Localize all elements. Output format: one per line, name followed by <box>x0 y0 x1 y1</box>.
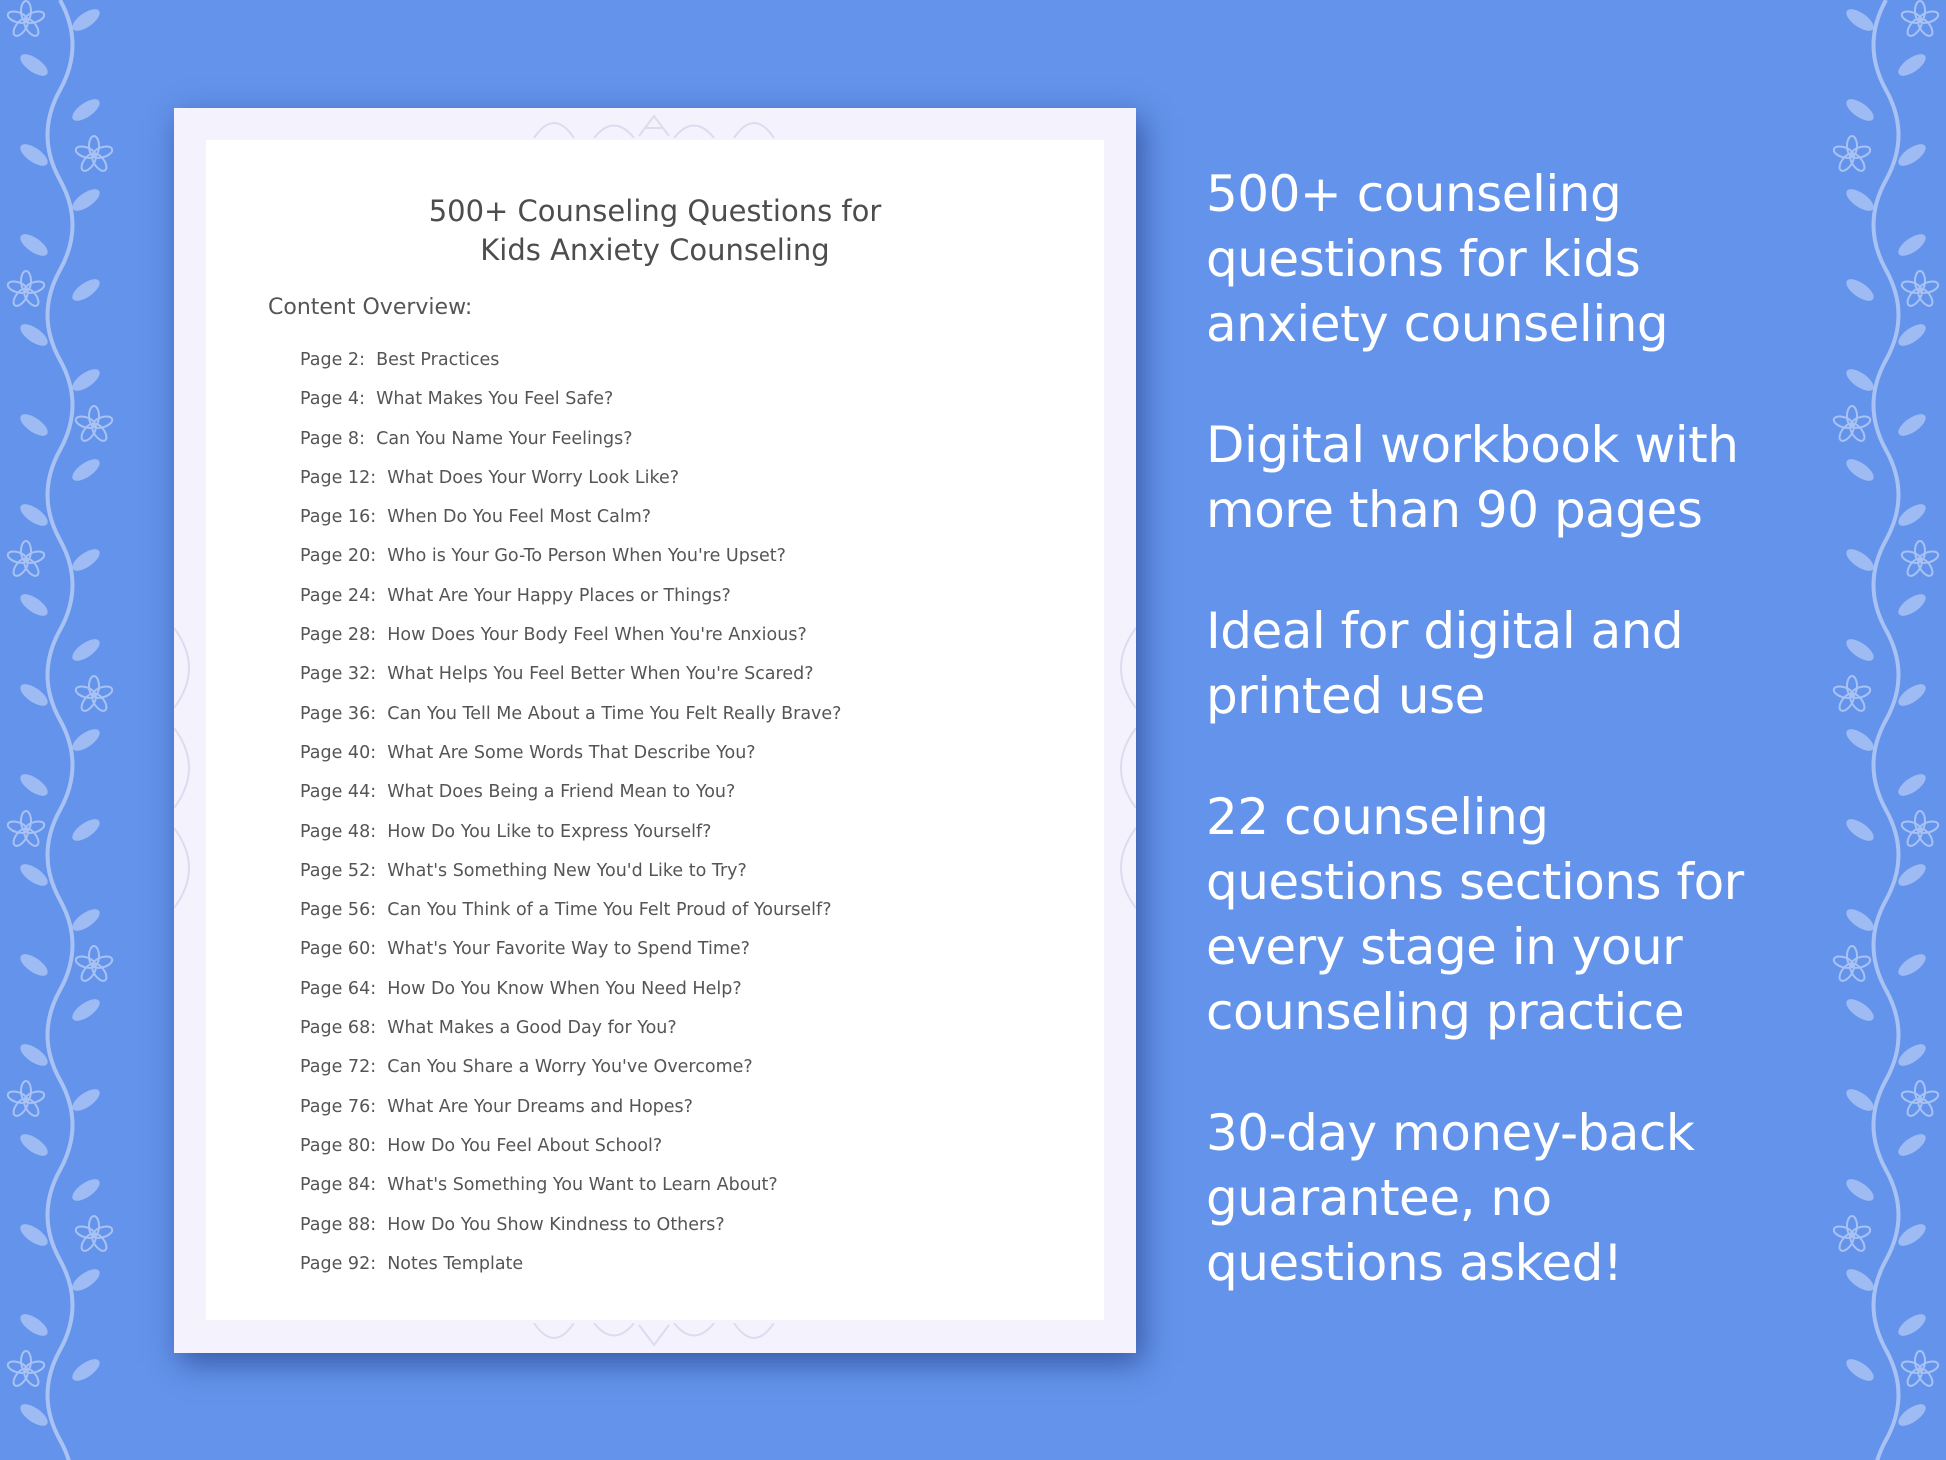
feature-line: counseling practice <box>1206 983 1685 1041</box>
toc-item <box>300 734 841 773</box>
toc-item <box>300 380 841 419</box>
feature-list <box>1206 162 1846 1352</box>
toc-page-number: Page 48: <box>300 821 377 842</box>
toc-title: How Does Your Body Feel When You're Anxious? <box>376 625 807 646</box>
toc-title: Best Practices <box>364 350 500 370</box>
toc-page-number: Page 68: <box>300 1018 377 1039</box>
feature-line: guarantee, no <box>1206 1169 1552 1227</box>
toc-title: What's Something New You'd Like to Try? <box>376 860 747 881</box>
toc-item <box>300 1166 841 1205</box>
toc-item <box>300 970 841 1009</box>
toc-item <box>300 616 841 655</box>
feature-line: printed use <box>1206 667 1485 725</box>
toc-item <box>300 1009 841 1048</box>
toc-title: What Makes a Good Day for You? <box>376 1018 677 1039</box>
feature-line: questions sections for <box>1206 853 1744 911</box>
feature-line: 30-day money-back <box>1206 1104 1695 1162</box>
toc-page-number: Page 2: <box>300 350 365 370</box>
feature-line: questions asked! <box>1206 1234 1623 1292</box>
toc-item <box>300 459 841 498</box>
feature-item <box>1206 785 1846 1045</box>
toc-page-number: Page 32: <box>300 664 377 685</box>
toc-item <box>300 420 841 459</box>
toc-item <box>300 773 841 812</box>
toc-title: What's Something You Want to Learn About? <box>376 1175 778 1196</box>
toc-page-number: Page 80: <box>300 1135 377 1156</box>
toc-title: What Are Some Words That Describe You? <box>376 742 756 763</box>
toc-title: Can You Share a Worry You've Overcome? <box>376 1057 753 1078</box>
toc-page-number: Page 56: <box>300 900 377 921</box>
toc-item <box>300 852 841 891</box>
mandala-right-icon <box>1106 608 1136 928</box>
floral-vine-left-icon <box>0 0 130 1460</box>
feature-line: every stage in your <box>1206 918 1683 976</box>
toc-title: How Do You Show Kindness to Others? <box>376 1214 725 1235</box>
feature-line: 500+ counseling <box>1206 165 1622 223</box>
toc-page-number: Page 88: <box>300 1214 377 1235</box>
toc-item <box>300 1048 841 1087</box>
toc-page-number: Page 92: <box>300 1253 377 1274</box>
document-title <box>206 192 1104 270</box>
feature-line: Digital workbook with <box>1206 416 1739 474</box>
document-page <box>206 140 1104 1320</box>
toc-page-number: Page 60: <box>300 939 377 960</box>
toc-title: What Are Your Dreams and Hopes? <box>376 1096 693 1117</box>
toc-title: What Does Being a Friend Mean to You? <box>376 782 736 803</box>
feature-line: questions for kids <box>1206 230 1641 288</box>
toc-page-number: Page 40: <box>300 742 377 763</box>
toc-item <box>300 1088 841 1127</box>
toc-item <box>300 498 841 537</box>
toc-item <box>300 1127 841 1166</box>
toc-title: How Do You Like to Express Yourself? <box>376 821 712 842</box>
feature-line: Ideal for digital and <box>1206 602 1684 660</box>
table-of-contents <box>300 341 841 1284</box>
toc-page-number: Page 12: <box>300 467 377 488</box>
toc-item <box>300 655 841 694</box>
mandala-top-icon <box>514 108 794 138</box>
toc-item <box>300 1245 841 1284</box>
toc-title: What's Your Favorite Way to Spend Time? <box>376 939 750 960</box>
feature-item <box>1206 1101 1846 1296</box>
feature-item <box>1206 162 1846 357</box>
feature-line: anxiety counseling <box>1206 295 1669 353</box>
toc-page-number: Page 20: <box>300 546 377 567</box>
toc-page-number: Page 8: <box>300 428 365 449</box>
toc-title: Can You Name Your Feelings? <box>364 428 633 449</box>
toc-title: What Does Your Worry Look Like? <box>376 467 680 488</box>
feature-line: 22 counseling <box>1206 788 1549 846</box>
document-title-line2: Kids Anxiety Counseling <box>480 233 830 267</box>
toc-title: What Helps You Feel Better When You're Scared? <box>376 664 814 685</box>
toc-page-number: Page 4: <box>300 389 365 410</box>
toc-item <box>300 891 841 930</box>
toc-item <box>300 577 841 616</box>
toc-title: Can You Think of a Time You Felt Proud of Yourself? <box>376 900 832 921</box>
feature-item <box>1206 599 1846 729</box>
content-overview-heading: Content Overview: <box>268 295 473 320</box>
feature-line: more than 90 pages <box>1206 481 1703 539</box>
toc-title: What Makes You Feel Safe? <box>364 389 614 410</box>
toc-item <box>300 537 841 576</box>
toc-title: Notes Template <box>376 1253 524 1274</box>
toc-item <box>300 813 841 852</box>
toc-page-number: Page 52: <box>300 860 377 881</box>
toc-page-number: Page 84: <box>300 1175 377 1196</box>
toc-page-number: Page 76: <box>300 1096 377 1117</box>
toc-title: Who is Your Go-To Person When You're Upset? <box>376 546 786 567</box>
toc-page-number: Page 16: <box>300 507 377 528</box>
toc-title: How Do You Feel About School? <box>376 1135 663 1156</box>
toc-item <box>300 930 841 969</box>
feature-item <box>1206 413 1846 543</box>
toc-item <box>300 695 841 734</box>
toc-page-number: Page 36: <box>300 703 377 724</box>
toc-title: How Do You Know When You Need Help? <box>376 978 742 999</box>
toc-page-number: Page 64: <box>300 978 377 999</box>
mandala-left-icon <box>174 608 204 928</box>
toc-title: What Are Your Happy Places or Things? <box>376 585 731 606</box>
mandala-bottom-icon <box>514 1323 794 1353</box>
toc-page-number: Page 24: <box>300 585 377 606</box>
toc-page-number: Page 28: <box>300 625 377 646</box>
toc-page-number: Page 44: <box>300 782 377 803</box>
toc-item <box>300 341 841 380</box>
document-title-line1: 500+ Counseling Questions for <box>428 194 882 228</box>
toc-title: When Do You Feel Most Calm? <box>376 507 652 528</box>
toc-page-number: Page 72: <box>300 1057 377 1078</box>
toc-item <box>300 1206 841 1245</box>
document-preview <box>174 108 1136 1353</box>
toc-title: Can You Tell Me About a Time You Felt Really Brave? <box>376 703 842 724</box>
